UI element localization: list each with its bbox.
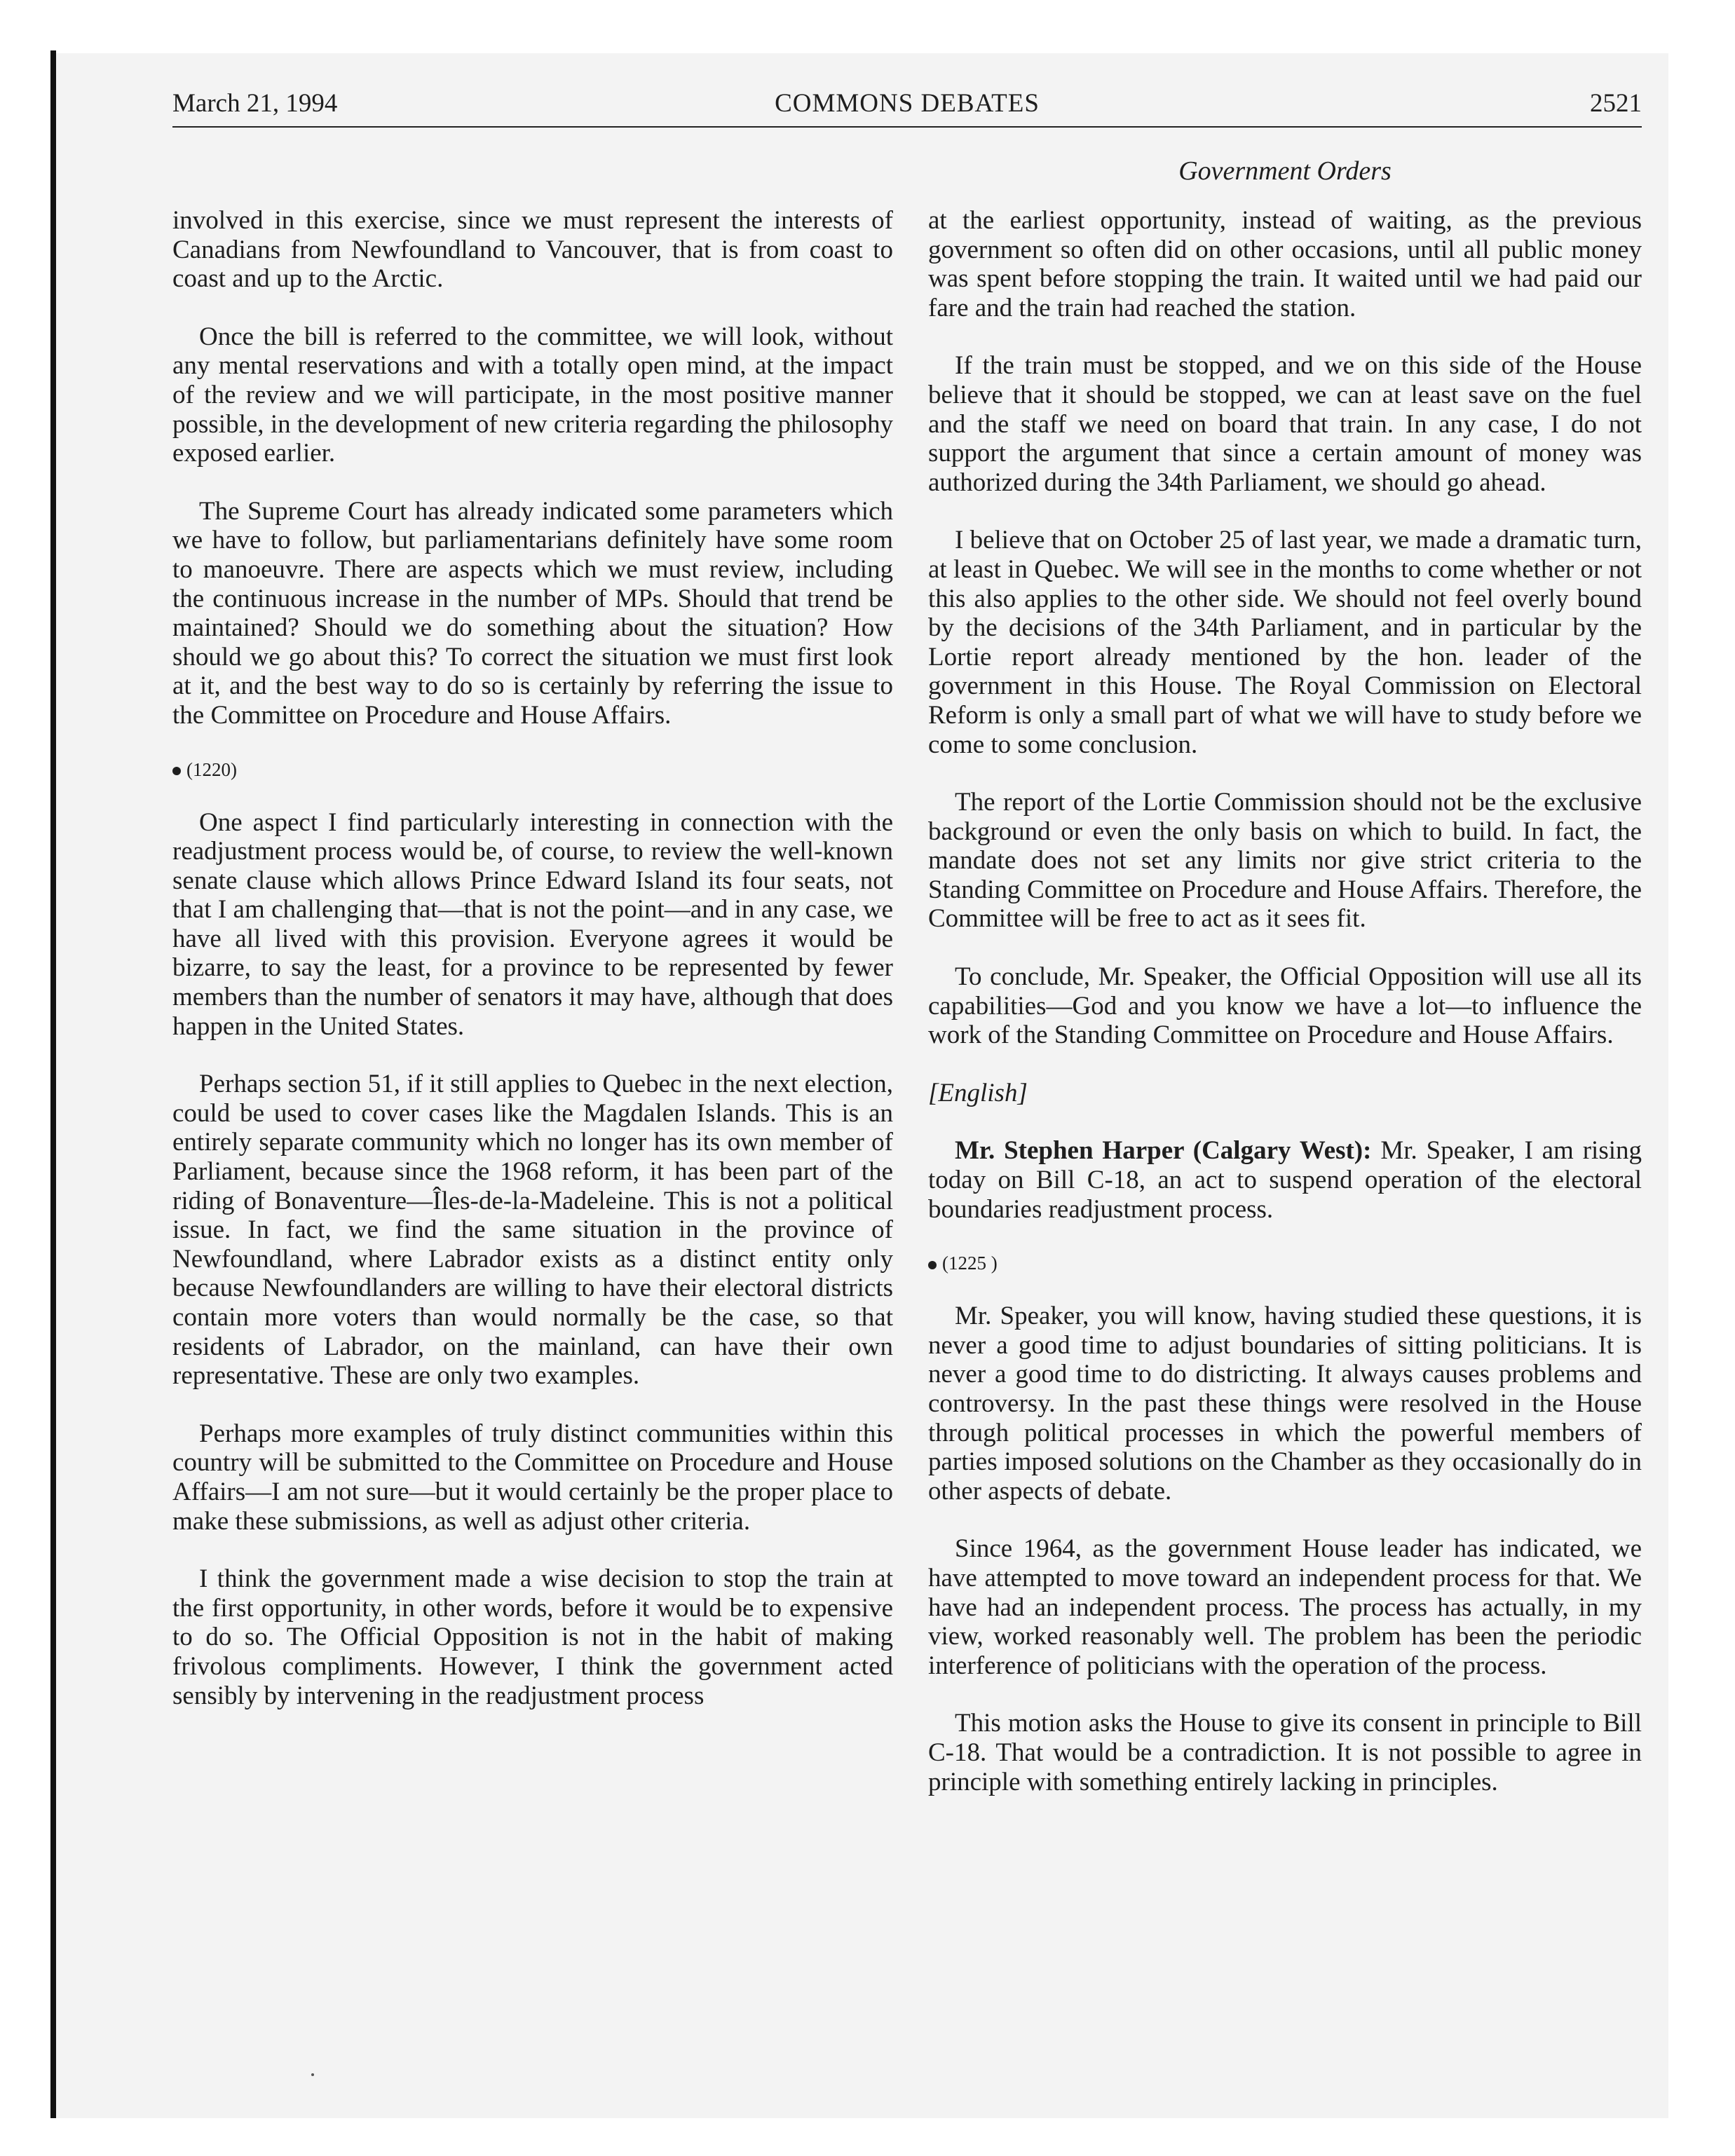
header-publication: COMMONS DEBATES — [775, 89, 1040, 118]
paragraph: The report of the Lortie Commission should not be the exclusive background or even the only basis on which to build. In fact, the mandate does not set any limits nor give strict criteria to the Standing Committee on Procedure and House Affairs. Therefore, the Committee will be free to act as it sees fit. — [928, 788, 1642, 934]
section-title: Government Orders — [1178, 156, 1392, 186]
paragraph: This motion asks the House to give its consent in principle to Bill C-18. That would be a contradiction. It is not possible to agree in principle with something entirely lacking in principles. — [928, 1709, 1642, 1796]
page-header — [172, 81, 1642, 123]
time-marker-label: (1225 ) — [942, 1253, 998, 1274]
speaker-name: Mr. Stephen Harper (Calgary West): — [955, 1136, 1372, 1166]
speech-text: Mr. Speaker, I am rising today on Bill C-18, an act to suspend operation of the electoral boundaries readjustment process. — [928, 1136, 1642, 1224]
language-tag: [English] — [928, 1078, 1028, 1107]
paragraph: I think the government made a wise decision to stop the train at the first opportunity, in other words, before it would be to expensive to do so. The Official Opposition is not in the habit of making frivolous compliments. However, I think the government acted sensibly by intervening in the readjustment process — [172, 1564, 893, 1710]
speech-paragraph — [928, 1136, 1642, 1224]
right-column — [928, 206, 1642, 1825]
time-marker — [172, 759, 893, 780]
paragraph: at the earliest opportunity, instead of waiting, as the previous government so often did on other occasions, until all public money was spent before stopping the train. It waited until we had paid our fare and the train had reached the station. — [928, 206, 1642, 322]
paragraph: The Supreme Court has already indicated some parameters which we have to follow, but parliamentarians definitely have some room to manoeuvre. There are aspects which we must review, including the continuous increase in the number of MPs. Should that trend be maintained? Should we do something about the situation? How should we go about this? To correct the situation we must first look at it, and the best way to do so is certainly by referring the issue to the Committee on Procedure and House Affairs. — [172, 496, 893, 730]
paragraph: Mr. Speaker, you will know, having studied these questions, it is never a good time to adjust boundaries of sitting politicians. It is never a good time to do districting. It always causes problems and controversy. In the past these things were resolved in the House through political processes in which the powerful members of parties imposed solutions on the Chamber as they occasionally do in other aspects of debate. — [928, 1302, 1642, 1506]
time-marker — [928, 1253, 1642, 1274]
header-rule — [172, 126, 1642, 128]
paragraph: Perhaps more examples of truly distinct communities within this country will be submitted to the Committee on Procedure and House Affairs—I am not sure—but it would certainly be the proper place to make these submissions, as well as adjust other criteria. — [172, 1419, 893, 1536]
bullet-icon — [928, 1261, 937, 1269]
paragraph: If the train must be stopped, and we on this side of the House believe that it should be stopped, we can at least save on the fuel and the staff we need on board that train. In any case, I do not support the argument that since a certain amount of money was authorized during the 34th Parliament, we should go ahead. — [928, 351, 1642, 497]
paragraph: One aspect I find particularly interesting in connection with the readjustment process would be, of course, to review the well-known senate clause which allows Prince Edward Island its four seats, not that I am challenging that—that is not the point—and in any case, we have all lived with this provision. Everyone agrees it would be bizarre, to say the least, for a province to be represented by fewer members than the number of senators it may have, although that does happen in the United States. — [172, 807, 893, 1041]
scan-edge — [50, 50, 56, 2118]
paragraph: Since 1964, as the government House leader has indicated, we have attempted to move toward an independent process for that. We have had an independent process. The process has actually, in my view, worked reasonably well. The problem has been the periodic interference of politicians with the operation of the process. — [928, 1534, 1642, 1680]
header-page-number: 2521 — [1590, 89, 1642, 118]
paragraph: Once the bill is referred to the committee, we will look, without any mental reservations and with a totally open mind, at the impact of the review and we will participate, in the most positive manner possible, in the development of new criteria regarding the philosophy exposed earlier. — [172, 322, 893, 468]
time-marker-label: (1220) — [186, 758, 237, 780]
bullet-icon — [172, 767, 181, 775]
header-date: March 21, 1994 — [172, 89, 338, 118]
paragraph: To conclude, Mr. Speaker, the Official Opposition will use all its capabilities—God and you know we have a lot—to influence the work of the Standing Committee on Procedure and House Affairs. — [928, 962, 1642, 1050]
left-column — [172, 206, 893, 1739]
paragraph: involved in this exercise, since we must represent the interests of Canadians from Newfoundland to Vancouver, that is from coast to coast and up to the Arctic. — [172, 206, 893, 294]
paragraph: I believe that on October 25 of last year, we made a dramatic turn, at least in Quebec. We will see in the months to come whether or not this also applies to the other side. We should not feel overly bound by the decisions of the 34th Parliament, and in particular by the Lortie report already mentioned by the hon. leader of the government in this House. The Royal Commission on Electoral Reform is only a small part of what we will have to study before we come to some conclusion. — [928, 526, 1642, 759]
paragraph: Perhaps section 51, if it still applies to Quebec in the next election, could be used to cover cases like the Magdalen Islands. This is an entirely separate community which no longer has its own member of Parliament, because since the 1968 reform, it has been part of the riding of Bonaventure—Îles-de-la-Madeleine. This is not a political issue. In fact, we find the same situation in the province of Newfoundland, where Labrador exists as a distinct entity only because Newfoundlanders are willing to have their electoral districts contain more voters than would normally be the case, so that residents of Labrador, on the mainland, can have their own representative. These are only two examples. — [172, 1070, 893, 1391]
scan-speck — [311, 2073, 314, 2076]
